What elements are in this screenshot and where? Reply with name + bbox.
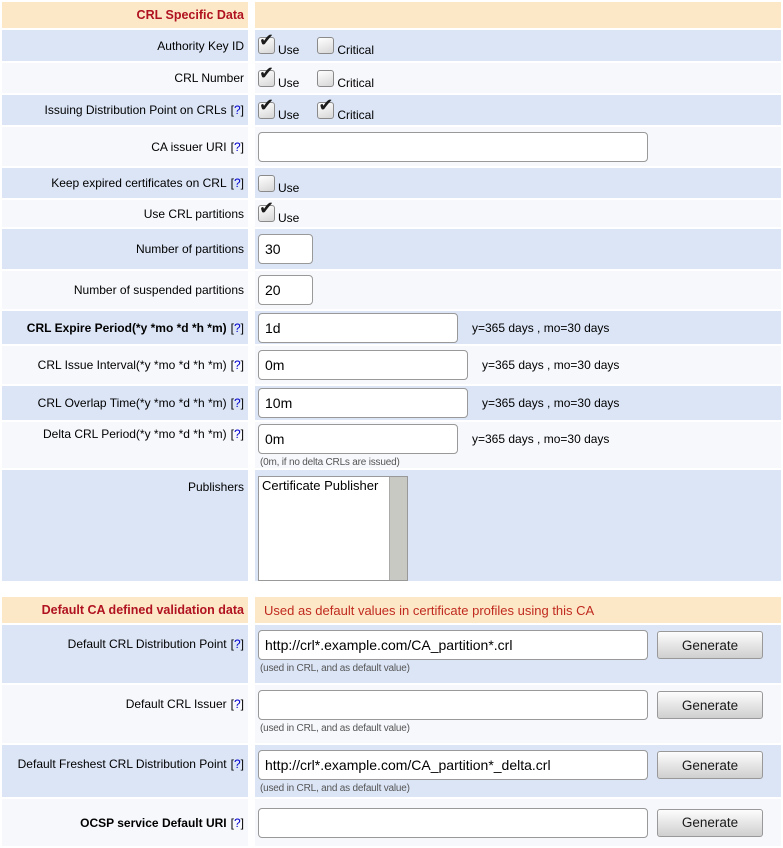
checkbox-unchecked-icon[interactable] (317, 70, 334, 87)
default-validation-data-note: Used as default values in certificate profiles using this CA (264, 602, 595, 618)
default-crl-issuer-input[interactable] (258, 690, 648, 720)
ocsp-default-uri-label: OCSP service Default URI (80, 815, 227, 830)
crl-overlap-time-row (2, 386, 781, 420)
ocsp-service-default-uri-row (2, 799, 781, 846)
delta-crl-period-label: Delta CRL Period(*y *mo *d *h *m) (43, 427, 227, 441)
crl-number-row (2, 63, 781, 93)
use-label: Use (278, 211, 300, 225)
default-crl-dp-input[interactable] (258, 630, 648, 660)
generate-ocsp-uri-button[interactable]: Generate (657, 809, 763, 837)
default-validation-data-title: Default CA defined validation data (41, 603, 244, 617)
checkbox-checked-icon[interactable] (258, 70, 275, 87)
used-in-crl-note: (used in CRL, and as default value) (260, 783, 410, 794)
help-link[interactable]: [?] (230, 396, 244, 410)
crl-expire-period-input[interactable] (258, 313, 458, 343)
crl-expire-period-label: CRL Expire Period(*y *mo *d *h *m) (26, 320, 227, 335)
help-link[interactable]: [?] (230, 697, 244, 711)
issuing-distribution-point-row (2, 95, 781, 125)
checkbox-checked-icon[interactable] (258, 205, 275, 222)
keep-expired-label: Keep expired certificates on CRL (51, 176, 227, 190)
ca-issuer-uri-input[interactable] (258, 132, 648, 162)
number-of-suspended-partitions-row (2, 271, 781, 309)
generate-freshest-crl-dp-button[interactable]: Generate (657, 751, 763, 779)
delta-crl-period-row (2, 422, 781, 468)
generate-crl-dp-button[interactable]: Generate (657, 631, 763, 659)
critical-label: Critical (337, 43, 375, 57)
keep-expired-use-checkbox[interactable] (258, 175, 300, 195)
number-of-suspended-partitions-input[interactable] (258, 275, 313, 305)
number-of-suspended-partitions-label: Number of suspended partitions (73, 283, 244, 297)
crl-number-use-checkbox[interactable] (258, 70, 300, 90)
authority-key-id-row (2, 30, 781, 61)
help-link[interactable]: [?] (230, 637, 244, 651)
ca-issuer-uri-row (2, 127, 781, 166)
crl-issue-interval-label: CRL Issue Interval(*y *mo *d *h *m) (37, 358, 227, 372)
help-link[interactable]: [?] (230, 103, 244, 117)
help-link[interactable]: [?] (230, 757, 244, 771)
use-label: Use (278, 107, 300, 122)
number-of-partitions-row (2, 229, 781, 269)
use-crl-partitions-row (2, 200, 781, 227)
period-conversion-hint: y=365 days , mo=30 days (472, 432, 610, 446)
authority-key-id-critical-checkbox[interactable] (317, 37, 375, 57)
ca-issuer-uri-label: CA issuer URI (151, 139, 227, 154)
help-link[interactable]: [?] (230, 815, 244, 830)
crl-number-label: CRL Number (174, 71, 244, 85)
default-crl-issuer-label: Default CRL Issuer (125, 697, 227, 711)
checkbox-checked-icon[interactable] (317, 102, 334, 119)
critical-label: Critical (337, 75, 375, 90)
checkbox-checked-icon[interactable] (258, 37, 275, 54)
section-header-right (255, 2, 781, 28)
crl-issue-interval-input[interactable] (258, 350, 468, 380)
help-link[interactable]: [?] (230, 320, 244, 335)
used-in-crl-note: (used in CRL, and as default value) (260, 723, 410, 734)
default-validation-data-header (2, 597, 781, 623)
default-crl-issuer-row (2, 685, 781, 743)
help-link[interactable]: [?] (230, 358, 244, 372)
use-label: Use (278, 180, 300, 195)
crl-overlap-time-label: CRL Overlap Time(*y *mo *d *h *m) (37, 396, 227, 410)
use-label: Use (278, 43, 300, 57)
default-crl-dp-label: Default CRL Distribution Point (67, 637, 227, 651)
section-title (2, 2, 248, 28)
use-label: Use (278, 75, 300, 90)
period-conversion-hint: y=365 days , mo=30 days (482, 396, 620, 410)
authority-key-id-use-checkbox[interactable] (258, 37, 300, 57)
crl-expire-period-row (2, 311, 781, 344)
default-freshest-crl-dp-input[interactable] (258, 750, 648, 780)
publishers-listbox[interactable] (258, 476, 408, 581)
listbox-scrollbar[interactable] (389, 477, 407, 580)
use-crl-partitions-label: Use CRL partitions (143, 206, 244, 221)
section-divider (2, 583, 781, 597)
delta-crl-note: (0m, if no delta CRLs are issued) (260, 457, 400, 468)
number-of-partitions-label: Number of partitions (135, 242, 244, 256)
period-conversion-hint: y=365 days , mo=30 days (482, 358, 620, 372)
crl-specific-data-header (2, 2, 781, 28)
issuing-distribution-point-label: Issuing Distribution Point on CRLs (44, 103, 227, 117)
used-in-crl-note: (used in CRL, and as default value) (260, 663, 410, 674)
checkbox-checked-icon[interactable] (258, 102, 275, 119)
authority-key-id-label: Authority Key ID (157, 38, 244, 53)
keep-expired-certificates-row (2, 168, 781, 198)
default-freshest-crl-dp-label: Default Freshest CRL Distribution Point (17, 757, 227, 771)
use-crl-partitions-checkbox[interactable] (258, 205, 300, 225)
crl-specific-data-title: CRL Specific Data (136, 8, 244, 22)
number-of-partitions-input[interactable] (258, 234, 313, 264)
critical-label: Critical (337, 107, 375, 122)
period-conversion-hint: y=365 days , mo=30 days (472, 320, 610, 335)
crl-overlap-time-input[interactable] (258, 388, 468, 418)
crl-issue-interval-row (2, 346, 781, 384)
generate-crl-issuer-button[interactable]: Generate (657, 691, 763, 719)
column-gutter (248, 2, 255, 28)
default-freshest-crl-dp-row (2, 745, 781, 797)
crl-number-critical-checkbox[interactable] (317, 70, 375, 90)
help-link[interactable]: [?] (230, 139, 244, 154)
default-crl-distribution-point-row (2, 625, 781, 683)
delta-crl-period-input[interactable] (258, 424, 458, 454)
help-link[interactable]: [?] (230, 176, 244, 190)
publisher-option[interactable]: Certificate Publisher (262, 478, 379, 493)
ocsp-default-uri-input[interactable] (258, 808, 648, 838)
publishers-row (2, 470, 781, 581)
checkbox-unchecked-icon[interactable] (258, 175, 275, 192)
issuing-dp-use-checkbox[interactable] (258, 102, 300, 122)
checkbox-unchecked-icon[interactable] (317, 37, 334, 54)
help-link[interactable]: [?] (230, 427, 244, 441)
publishers-label: Publishers (187, 480, 244, 494)
issuing-dp-critical-checkbox[interactable] (317, 102, 375, 122)
